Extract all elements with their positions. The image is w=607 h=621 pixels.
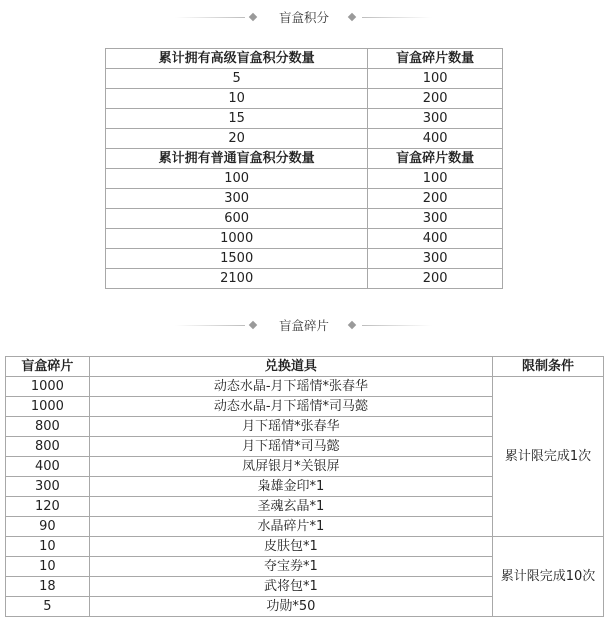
- table-cell: 300: [368, 249, 503, 269]
- points-table: [105, 48, 503, 289]
- table-cell: 300: [106, 189, 368, 209]
- cost-cell: 18: [6, 577, 90, 597]
- item-cell: 动态水晶-月下瑶情*司马懿: [89, 397, 492, 417]
- item-cell: 圣魂玄晶*1: [89, 497, 492, 517]
- table-cell: 5: [106, 69, 368, 89]
- item-cell: 功勋*50: [89, 597, 492, 617]
- column-header: 盲盒碎片数量: [368, 149, 503, 169]
- table-cell: 15: [106, 109, 368, 129]
- table-row: [6, 537, 604, 557]
- column-header: 累计拥有普通盲盒积分数量: [106, 149, 368, 169]
- column-header: 累计拥有高级盲盒积分数量: [106, 49, 368, 69]
- table-row: [106, 169, 503, 189]
- cost-cell: 120: [6, 497, 90, 517]
- table-row: [6, 377, 604, 397]
- item-cell: 水晶碎片*1: [89, 517, 492, 537]
- item-cell: 月下瑶情*司马懿: [89, 437, 492, 457]
- item-cell: 夺宝券*1: [89, 557, 492, 577]
- cost-cell: 5: [6, 597, 90, 617]
- table-row: [106, 209, 503, 229]
- table-header-row: [6, 357, 604, 377]
- table-cell: 400: [368, 129, 503, 149]
- divider-line-right: [362, 325, 432, 326]
- cost-cell: 1000: [6, 397, 90, 417]
- table-cell: 1500: [106, 249, 368, 269]
- item-cell: 皮肤包*1: [89, 537, 492, 557]
- cost-cell: 90: [6, 517, 90, 537]
- table-row: [106, 69, 503, 89]
- cost-cell: 400: [6, 457, 90, 477]
- table-cell: 2100: [106, 269, 368, 289]
- diamond-icon: [249, 321, 257, 329]
- item-cell: 月下瑶情*张春华: [89, 417, 492, 437]
- cost-cell: 800: [6, 417, 90, 437]
- diamond-icon: [348, 13, 356, 21]
- item-cell: 动态水晶-月下瑶情*张春华: [89, 377, 492, 397]
- diamond-icon: [348, 321, 356, 329]
- cost-cell: 800: [6, 437, 90, 457]
- table-cell: 200: [368, 89, 503, 109]
- cost-cell: 1000: [6, 377, 90, 397]
- table-cell: 100: [368, 169, 503, 189]
- column-header: 限制条件: [493, 357, 604, 377]
- table-row: [106, 89, 503, 109]
- divider-line-right: [362, 17, 432, 18]
- table-cell: 10: [106, 89, 368, 109]
- table-cell: 200: [368, 189, 503, 209]
- table-cell: 100: [368, 69, 503, 89]
- table-cell: 300: [368, 109, 503, 129]
- table-row: [106, 249, 503, 269]
- column-header: 盲盒碎片数量: [368, 49, 503, 69]
- section-title: 盲盒积分: [278, 10, 329, 25]
- limit-cell: 累计限完成10次: [493, 537, 604, 617]
- table-row: [106, 129, 503, 149]
- table-cell: 20: [106, 129, 368, 149]
- divider-line-left: [175, 17, 245, 18]
- cost-cell: 10: [6, 537, 90, 557]
- column-header: 兑换道具: [89, 357, 492, 377]
- cost-cell: 300: [6, 477, 90, 497]
- item-cell: 武将包*1: [89, 577, 492, 597]
- exchange-table: [5, 356, 604, 617]
- limit-cell: 累计限完成1次: [493, 377, 604, 537]
- table-cell: 1000: [106, 229, 368, 249]
- table-header-row: [106, 49, 503, 69]
- item-cell: 枭雄金印*1: [89, 477, 492, 497]
- table-row: [106, 229, 503, 249]
- section-title: 盲盒碎片: [278, 318, 329, 333]
- table-row: [106, 109, 503, 129]
- diamond-icon: [249, 13, 257, 21]
- table-cell: 600: [106, 209, 368, 229]
- item-cell: 凤屏银月*关银屏: [89, 457, 492, 477]
- table-cell: 100: [106, 169, 368, 189]
- table-row: [106, 269, 503, 289]
- divider-line-left: [175, 325, 245, 326]
- table-cell: 200: [368, 269, 503, 289]
- table-cell: 400: [368, 229, 503, 249]
- section-divider-fragments: [0, 316, 607, 336]
- table-row: [106, 189, 503, 209]
- column-header: 盲盒碎片: [6, 357, 90, 377]
- cost-cell: 10: [6, 557, 90, 577]
- table-cell: 300: [368, 209, 503, 229]
- section-divider-points: [0, 8, 607, 28]
- table-header-row: [106, 149, 503, 169]
